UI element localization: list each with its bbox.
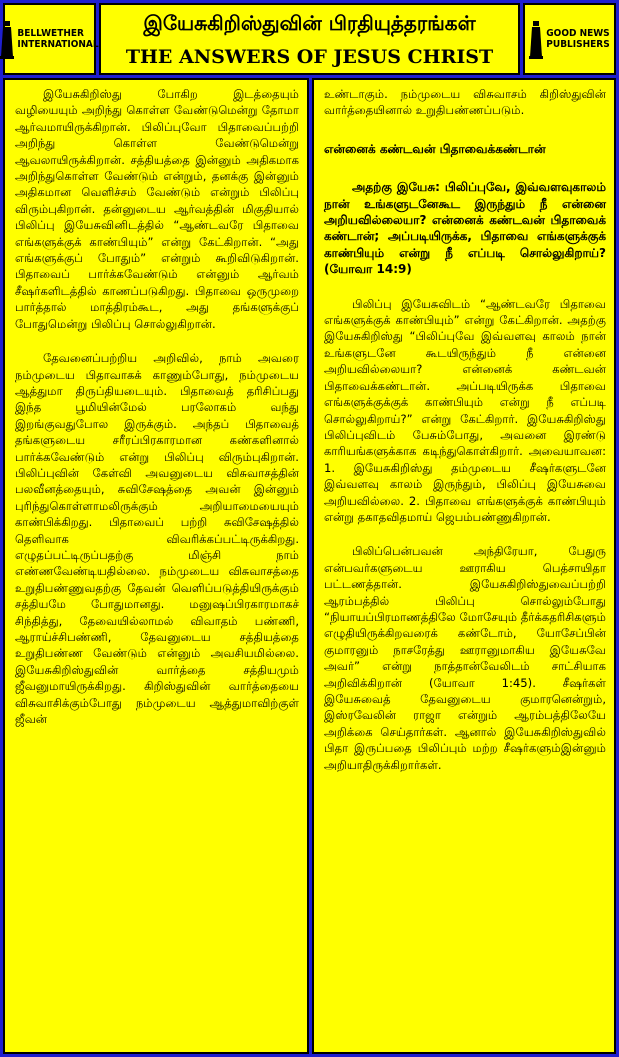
bellwether-logo [3,3,99,75]
logo-line1: GOOD NEWS [546,28,610,39]
left-column [3,78,309,1054]
paragraph: தேவனைப்பற்றிய அறிவில், நாம் அவரை நம்முடைய பிதாவாகக் காணும்போது, நம்முடைய ஆத்துமா திருப்தியடையும். பிதாவைத் தரிசிப்பது இந்த பூமியின்மேல் பரலோகம் வந்து இறங்குவதுபோல இருக்கும். அந்தப் பிதாவைத் தங்களுடைய சரீரப்பிரகாரமான கண்களினால் பார்க்கவேண்டும் என்று பிலிப்பு விரும்புகிறான். பிலிப்புவின் கேள்வி அவனுடைய விசுவாசத்தின் பலவீனத்தையும், சுவிசேஷத்தை அவன் இன்னும் புரிந்துகொள்ளாமலிருக்கும் அறியாமையையும் காண்பிக்கிறது. பிதாவைப் பற்றி சுவிசேஷத்தில் தெளிவாக விவரிக்கப்பட்டிருக்கிறது. எழுதப்பட்டிருப்பதற்கு மிஞ்சி நாம் எண்ணவேண்டியதில்லை. நம்முடைய விசுவாசத்தை உறுதிபண்ணுவதற்கு தேவன் வெளிப்படுத்தியிருக்கும் சத்தியமே போதுமானது. மனுஷப்பிரகாரமாகச் சிந்தித்து, தேவையில்லாமல் விவாதம் பண்ணி, ஆராய்ச்சிபண்ணி, தேவனுடைய சத்தியத்தை உறுதிபண்ண வேண்டும் என்னும் அவசியமில்லை. இயேசுகிறிஸ்துவின் வார்த்தை சத்தியமும் ஜீவனுமாயிருக்கிறது. கிறிஸ்துவின் வார்த்தையை விசுவாசிக்கும்போது நம்முடைய ஆத்துமாவிற்குள் ஜீவன் [15,351,299,727]
page-title-english: THE ANSWERS OF JESUS CHRIST [125,46,494,68]
paragraph: பிலிப்பென்பவன் அந்திரேயா, பேதுரு என்பவர்களுடைய ஊராகிய பெத்சாயிதா பட்டணத்தான். இயேசுகிறிஸ்துவைப்பற்றி ஆரம்பத்தில் பிலிப்பு சொல்லும்போது “நியாயப்பிரமாணத்திலே மோசேயும் தீர்க்கதரிசிகளும் எழுதியிருக்கிறவரைக் கண்டோம், யோசேப்பின் குமாரனும் நாசரேத்து ஊரானுமாகிய இயேசுவே அவர்” என்று நாத்தான்வேலிடம் சாட்சியாக அறிவிக்கிறான் (யோவா 1:45). சீஷர்கள் இயேசுவைத் தேவனுடைய குமாரனென்றும், இஸ்ரவேலின் ராஜா என்றும் ஆரம்பத்திலேயே அறிக்கை செய்தார்கள். ஆனால் இயேசுகிறிஸ்துவில் பிதா இருப்பதை பிலிப்பும் மற்ற சீஷர்களும்இன்னும் அறியாதிருக்கிறார்கள். [324,544,606,772]
paragraph: உண்டாகும். நம்முடைய விசுவாசம் கிறிஸ்துவின் வார்த்தையினால் உறுதிபண்ணப்படும். [324,87,606,118]
title-banner [99,3,520,75]
paragraph: இயேசுகிறிஸ்து போகிற இடத்தையும் வழியையும் அறிந்து கொள்ள வேண்டுமென்று தோமா ஆர்வமாயிருக்கிறான். பிலிப்புவோ பிதாவைப்பற்றி அறிந்து கொள்ள வேண்டுமென்று ஆவலாயிருக்கிறான். சத்தியத்தை இன்னும் அதிகமாக அறிந்துகொள்ள வேண்டும் என்றும், தனக்கு இன்னும் அதிகமான வெளிச்சம் வேண்டும் என்றும் பிலிப்பு விரும்புகிறான். தன்னுடைய ஆர்வத்தின் மிகுதியால் பிலிப்பு இயேசுவினிடத்தில் “ஆண்டவரே பிதாவை எங்களுக்குக் காண்பியும்” என்று கேட்கிறான். “அது எங்களுக்குப் போதும்” என்றும் கூறிவிடுகிறான். பிதாவைப் பார்க்கவேண்டும் என்னும் ஆர்வம் சீஷர்களிடத்தில் காணப்படுகிறது. பிதாவை ஒருமுறை பார்த்தால் மாத்திரம்கூட, அது தங்களுக்குப் போதுமென்று பிலிப்பு சொல்லுகிறான். [15,87,299,331]
logo-line2: INTERNATIONAL [17,39,99,50]
logo-line2: PUBLISHERS [546,39,610,50]
paragraph: பிலிப்பு இயேசுவிடம் “ஆண்டவரே பிதாவை எங்களுக்குக் காண்பியும்” என்று கேட்கிறான். அதற்கு இயேசுகிறிஸ்து “பிலிப்புவே இவ்வளவு காலம் நான் உங்களுடனே கூடயிருந்தும் நீ என்னை அறியவில்லையா? என்னைக் கண்டவன் பிதாவைக்கண்டான். அப்படியிருக்க பிதாவை எங்களுக்குக்குக் காண்பியும் என்று நீ எப்படி சொல்லுகிறாய்?” என்று கேட்கிறார். இயேசுகிறிஸ்து பிலிப்புவிடம் பேசும்போது, அவனை இரண்டு காரியங்களுக்காக கடிந்துகொள்கிறார். அவையாவன: 1. இயேசுகிறிஸ்து தம்முடைய சீஷர்களுடனே இவ்வளவு காலம் இருந்தும், பிலிப்பு இயேசுவை அறியவில்லை. 2. பிதாவை எங்களுக்குக் காண்பியும் என்று தகாதவிதமாய் ஜெபம்பண்ணுகிறான். [324,296,606,524]
lighthouse-icon [0,19,14,59]
logo-line1: BELLWETHER [17,28,84,39]
page-title-tamil: இயேசுகிறிஸ்துவின் பிரதியுத்தரங்கள் [143,11,476,35]
bible-verse: அதற்கு இயேசு: பிலிப்புவே, இவ்வளவுகாலம் நான் உங்களுடனேகூட இருந்தும் நீ என்னை அறியவில்லையா? என்னைக் கண்டவன் பிதாவைக் கண்டான்; அப்படியிருக்க, பிதாவை எங்களுக்குக் காண்பியும் என்று நீ எப்படி சொல்லுகிறாய்? (யோவா 14:9) [324,180,606,277]
goodnews-logo [523,3,616,75]
right-column [312,78,616,1054]
lighthouse-icon [529,19,543,59]
section-heading: என்னைக் கண்டவன் பிதாவைக்கண்டான் [324,141,546,156]
